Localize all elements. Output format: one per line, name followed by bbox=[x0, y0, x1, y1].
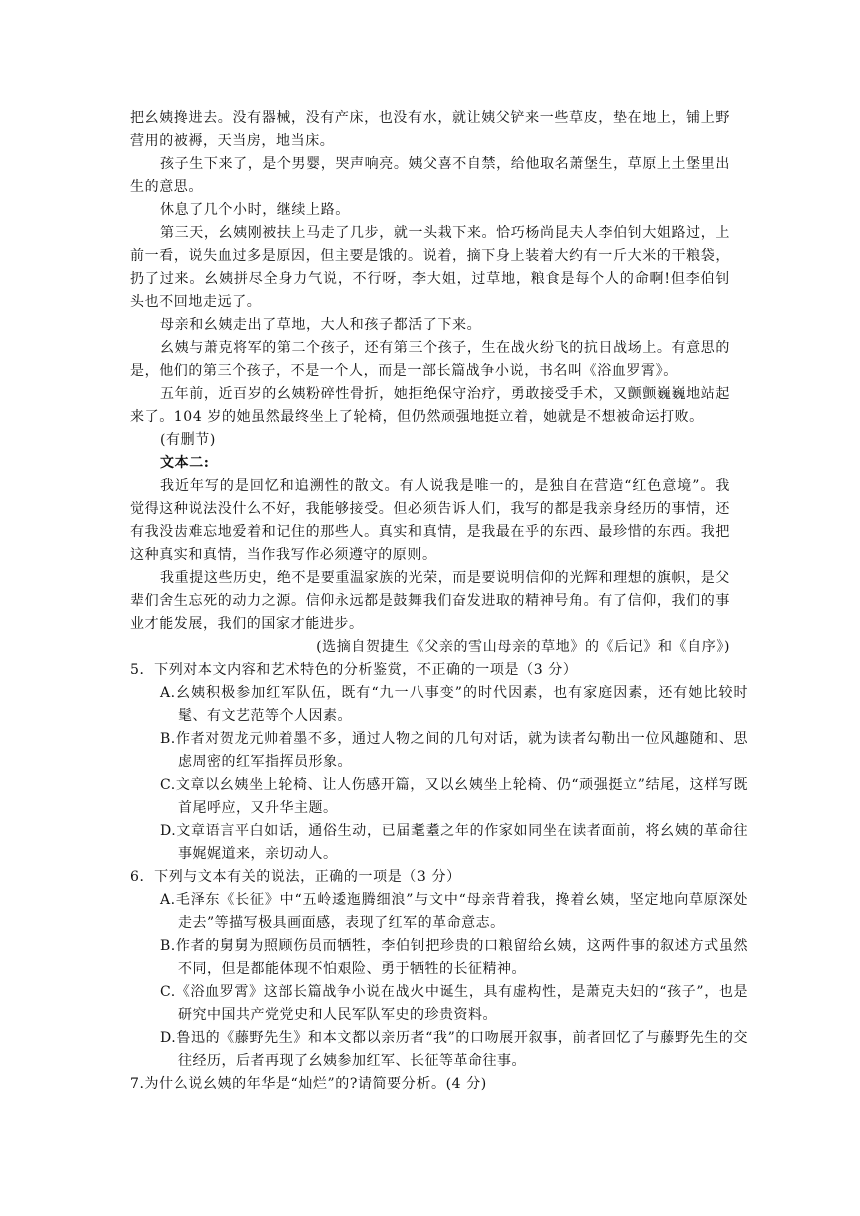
text2-paragraph-2: 我重提这些历史，绝不是要重温家族的光荣，而是要说明信仰的光辉和理想的旗帜，是父辈们舍生忘死的动力之源。信仰永远都是鼓舞我们奋发进取的精神号角。有了信仰，我们的事业才能发展，我们的国家才能进步。 bbox=[130, 570, 730, 632]
question-5-option-b: B.作者对贺龙元帅着墨不多，通过人物之间的几句对话，就为读者勾勒出一位风趣随和、思虑周密的红军指挥员形象。 bbox=[160, 731, 748, 770]
text1-paragraph-2: 孩子生下来了，是个男婴，哭声响亮。姨父喜不自禁，给他取名萧堡生，草原上土堡里出生的意思。 bbox=[130, 156, 730, 195]
question-5-stem: 5．下列对本文内容和艺术特色的分析鉴赏，不正确的一项是（3 分） bbox=[130, 662, 578, 678]
text2-source: (选摘自贺捷生《父亲的雪山母亲的草地》的《后记》和《自序》) bbox=[316, 639, 730, 655]
question-6-option-b: B.作者的舅舅为照顾伤员而牺牲，李伯钊把珍贵的口粮留给幺姨，这两件事的叙述方式虽然不同，但是都能体现不怕艰险、勇于牺牲的长征精神。 bbox=[160, 938, 748, 977]
text2-heading: 文本二: bbox=[160, 455, 210, 471]
question-5-option-c: C.文章以幺姨坐上轮椅、让人伤感开篇，又以幺姨坐上轮椅、仍“顽强挺立”结尾，这样写既首尾呼应，又升华主题。 bbox=[160, 777, 748, 816]
text2-paragraph-1: 我近年写的是回忆和追溯性的散文。有人说我是唯一的，是独自在营造“红色意境”。我觉得这种说法没什么不好，我能够接受。但必须告诉人们，我写的都是我亲身经历的事情，还有我没齿难忘地爱着和记住的那些人。真实和真情，是我最在乎的东西、最珍惜的东西。我把这种真实和真情，当作我写作必须遵守的原则。 bbox=[130, 478, 730, 563]
text1-paragraph-6: 幺姨与萧克将军的第二个孩子，还有第三个孩子，生在战火纷飞的抗日战场上。有意思的是，他们的第三个孩子，不是一个人，而是一部长篇战争小说，书名叫《浴血罗霄》。 bbox=[130, 340, 730, 379]
text1-paragraph-3: 休息了几个小时，继续上路。 bbox=[160, 202, 350, 218]
question-6-option-d: D.鲁迅的《藤野先生》和本文都以亲历者“我”的口吻展开叙事，前者回忆了与藤野先生的交往经历，后者再现了幺姨参加红军、长征等革命往事。 bbox=[160, 1030, 748, 1069]
text1-paragraph-1: 把幺姨搀进去。没有器械，没有产床，也没有水，就让姨父铲来一些草皮，垫在地上，铺上野营用的被褥，天当房，地当床。 bbox=[130, 110, 730, 149]
text1-paragraph-5: 母亲和幺姨走出了草地，大人和孩子都活了下来。 bbox=[160, 317, 482, 333]
text1-paragraph-7: 五年前，近百岁的幺姨粉碎性骨折，她拒绝保守治疗，勇敢接受手术，又颤颤巍巍地站起来了。104 岁的她虽然最终坐上了轮椅，但仍然顽强地挺立着，她就是不想被命运打败。 bbox=[130, 386, 730, 425]
text1-abridged-note: (有删节) bbox=[160, 432, 216, 448]
text1-paragraph-4: 第三天，幺姨刚被扶上马走了几步，就一头栽下来。恰巧杨尚昆夫人李伯钊大姐路过，上前一看，说失血过多是原因，但主要是饿的。说着，摘下身上装着大约有一斤大米的干粮袋，扔了过来。幺姨拼尽全身力气说，不行呀，李大姐，过草地，粮食是每个人的命啊!但李伯钊头也不回地走远了。 bbox=[130, 225, 730, 310]
question-7-stem: 7.为什么说幺姨的年华是“灿烂”的?请简要分析。(4 分) bbox=[130, 1076, 487, 1092]
question-6-option-c: C.《浴血罗霄》这部长篇战争小说在战火中诞生，具有虚构性，是萧克夫妇的“孩子”，也是研究中国共产党党史和人民军队军史的珍贵资料。 bbox=[160, 984, 748, 1023]
question-5-option-d: D.文章语言平白如话，通俗生动，已届耄耋之年的作家如同坐在读者面前，将幺姨的革命往事娓娓道来，亲切动人。 bbox=[160, 823, 748, 862]
question-6-stem: 6．下列与文本有关的说法，正确的一项是（3 分） bbox=[130, 869, 461, 885]
question-6-option-a: A.毛泽东《长征》中“五岭逶迤腾细浪”与文中“母亲背着我，搀着幺姨，坚定地向草原深处走去”等描写极具画面感，表现了红军的革命意志。 bbox=[160, 892, 748, 931]
question-5-option-a: A.幺姨积极参加红军队伍，既有“九一八事变”的时代因素，也有家庭因素，还有她比较时髦、有文艺范等个人因素。 bbox=[160, 685, 748, 724]
